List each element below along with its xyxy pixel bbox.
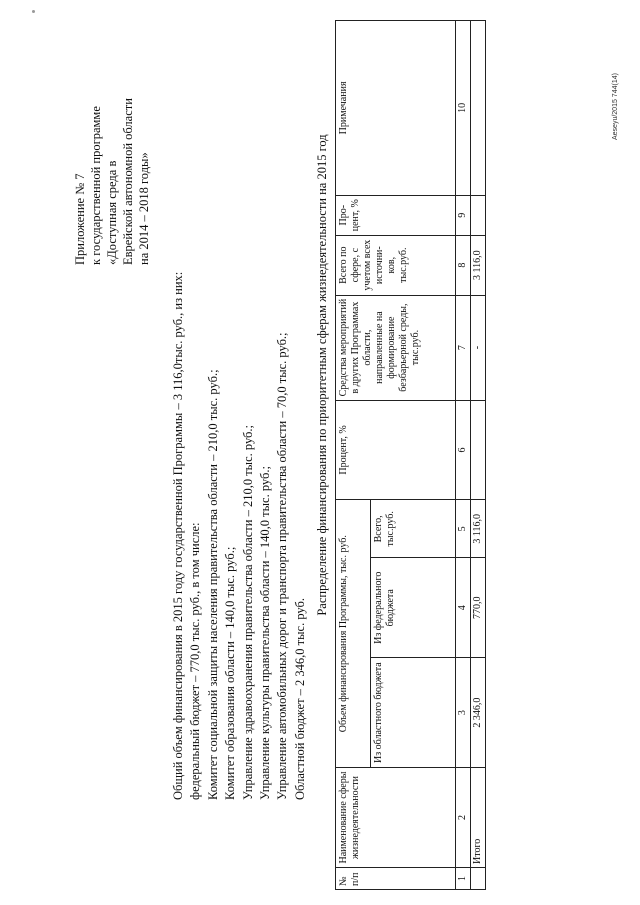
column-number: 4 [456,558,471,658]
summary-line: федеральный бюджет – 770,0 тыс. руб., в том числе: [188,522,203,800]
total-all-sources: 3 116,0 [471,235,486,295]
appendix-line: к государственной программе [89,106,103,265]
total-sum: 3 116,0 [471,500,486,558]
summary-line: Областной бюджет – 2 346,0 тыс. руб. [292,598,307,800]
document-code: Aeseyu/2015 744(14) [612,73,619,140]
table-title: Распределение финансирования по приоритетным сферам жизнедеятельности на 2015 год [315,134,329,616]
funding-summary [170,40,309,800]
funding-table [335,20,486,890]
header-num: № п/п [336,868,456,890]
header-percent: Процент, % [336,400,456,500]
header-federal: Из федерального бюджета [371,558,456,658]
total-federal: 770,0 [471,558,486,658]
total-other-programs: - [471,295,486,400]
table-header-row [336,21,371,890]
column-number: 6 [456,400,471,500]
summary-line: Комитет образования области – 140,0 тыс. руб.; [223,546,238,800]
total-percent [471,400,486,500]
total-regional: 2 346,0 [471,658,486,768]
total-percent-2 [471,195,486,235]
column-number: 8 [456,235,471,295]
column-number: 10 [456,21,471,196]
column-number: 3 [456,658,471,768]
summary-line: Комитет социальной защиты населения правительства области – 210,0 тыс. руб.; [205,369,220,800]
summary-line: Управление автомобильных дорог и транспорта правительства области – 70,0 тыс. руб.; [275,332,290,800]
column-number: 5 [456,500,471,558]
header-note: Примечания [336,21,456,196]
appendix-line: «Доступная среда в [105,160,119,265]
header-regional: Из областного бюджета [371,658,456,768]
header-volume: Объем финансирования Программы, тыс. руб. [336,500,371,768]
total-row [471,21,486,890]
header-all-sources: Всего по сфере, с учетом всех источни-ков, тыс.руб. [336,235,456,295]
appendix-line: на 2014 – 2018 годы» [137,152,151,265]
appendix-header [72,15,152,265]
appendix-line: Приложение № 7 [73,173,87,265]
total-num [471,868,486,890]
column-number: 7 [456,295,471,400]
summary-line: Управление культуры правительства области – 140,0 тыс. руб.; [258,466,273,800]
header-percent-2: Про-цент, % [336,195,456,235]
column-number: 9 [456,195,471,235]
total-label: Итого [471,768,486,868]
summary-line: Общий объем финансирования в 2015 году государственной Программы – 3 116,0тыс. руб., из них: [171,271,185,800]
column-number-row [456,21,471,890]
header-total: Всего, тыс.руб. [371,500,456,558]
column-number: 2 [456,768,471,868]
appendix-line: Еврейской автономной области [121,98,135,265]
header-other-programs: Средства мероприятий в других Программах области, направленные на формирование безбарьерной среды, тыс.руб. [336,295,456,400]
column-number: 1 [456,868,471,890]
total-note [471,21,486,196]
header-sphere: Наименование сферы жизнедеятельности [336,768,456,868]
summary-line: Управление здравоохранения правительства области – 210,0 тыс. руб.; [240,425,255,800]
